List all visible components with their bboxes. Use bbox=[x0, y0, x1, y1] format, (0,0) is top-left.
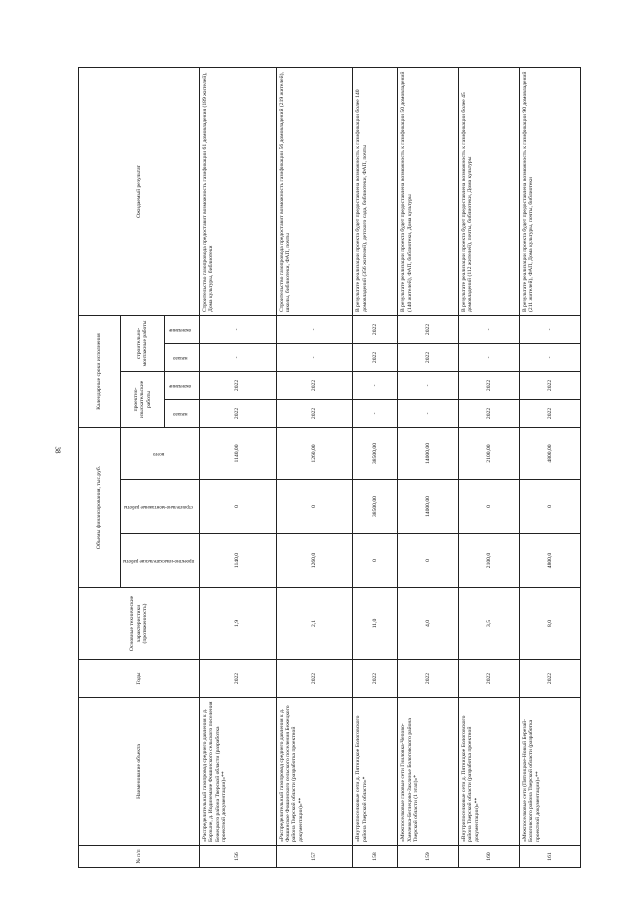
row-construction: 38500,00 bbox=[353, 480, 398, 534]
table-row bbox=[459, 67, 520, 867]
row-years: 2022 bbox=[353, 660, 398, 698]
row-constr-start: - bbox=[199, 343, 276, 371]
row-name: «Распределительный газопровод среднего давления к д. Фошинское Фошинского сельского поселения Бежецкого района Тверской области (разработка проектной документации)»** bbox=[276, 698, 353, 846]
row-total: 2100,00 bbox=[459, 427, 520, 479]
header-name: Наименование объекта bbox=[79, 698, 200, 846]
row-constr-end: - bbox=[519, 315, 580, 343]
row-design-start: - bbox=[398, 399, 459, 427]
header-constr-start bbox=[164, 343, 199, 371]
row-constr-end: - bbox=[199, 315, 276, 343]
row-length: 4,0 bbox=[398, 588, 459, 660]
row-construction: 0 bbox=[276, 480, 353, 534]
header-funding-construction-text: строительно-монтажные работы bbox=[124, 504, 194, 510]
header-funding-design bbox=[121, 534, 200, 588]
table-row bbox=[276, 67, 353, 867]
row-design: 0 bbox=[398, 534, 459, 588]
header-result: Ожидаемый результат bbox=[79, 67, 200, 315]
header-funding-design-text: проектно-изыскательские работы bbox=[123, 558, 195, 564]
rotated-table-wrapper bbox=[78, 68, 574, 868]
row-result: Строительство газопровода предоставит возможность газификации 61 домовладения (189 жителей), Дома культуры, библиотеки bbox=[199, 67, 276, 315]
row-design-end: - bbox=[398, 371, 459, 399]
row-constr-start: - bbox=[459, 343, 520, 371]
row-total: 4800,00 bbox=[519, 427, 580, 479]
row-constr-end: 2022 bbox=[398, 315, 459, 343]
header-design-start bbox=[164, 399, 199, 427]
row-total: 1140,00 bbox=[199, 427, 276, 479]
page-number: 38 bbox=[53, 446, 62, 454]
header-funding-total bbox=[121, 427, 200, 479]
header-funding-total-text: всего bbox=[152, 451, 165, 457]
row-name: «Межпоселковые сети (Пятницкое-Новый Березай-Бологовского района Тверской области (разработка проектной документации)»** bbox=[519, 698, 580, 846]
header-characteristic: Основные технические характеристики (протяженность) bbox=[79, 588, 200, 660]
row-name: «Межпоселковые газовые сети Гниловка-Чепово-Хмелевка-Беглецово-Заклинье Бологовского района Тверской области (1 этап)»* bbox=[398, 698, 459, 846]
row-name: «Распределительный газопровод среднего давления к д. Борзыне, д. Иодинемане Фошинского сельского поселения Бежецкого района Тверской области (разработка проектной документации)»** bbox=[199, 698, 276, 846]
row-design-end: 2022 bbox=[459, 371, 520, 399]
table-row bbox=[398, 67, 459, 867]
row-years: 2022 bbox=[398, 660, 459, 698]
header-design-end bbox=[164, 371, 199, 399]
row-length: 8,0 bbox=[519, 588, 580, 660]
row-design-end: - bbox=[353, 371, 398, 399]
row-constr-start: 2022 bbox=[398, 343, 459, 371]
row-result: В результате реализации проекта будет предоставлена возможность к газификации более 45 домовладений (112 жителей), почты, библиотеки, Дома культуры bbox=[459, 67, 520, 315]
row-design: 1140,0 bbox=[199, 534, 276, 588]
row-num: 156 bbox=[199, 846, 276, 868]
row-num: 157 bbox=[276, 846, 353, 868]
row-constr-start: 2022 bbox=[353, 343, 398, 371]
row-total: 1260,00 bbox=[276, 427, 353, 479]
row-design-start: 2022 bbox=[519, 399, 580, 427]
row-design-start: 2022 bbox=[199, 399, 276, 427]
table-row bbox=[199, 67, 276, 867]
row-constr-end: - bbox=[459, 315, 520, 343]
row-design-start: - bbox=[353, 399, 398, 427]
row-design-end: 2022 bbox=[519, 371, 580, 399]
header-schedule-construction: строительно-монтажные работы bbox=[121, 315, 165, 371]
header-schedule-design: проектно-изыскательские работы bbox=[121, 371, 165, 427]
row-design-end: 2022 bbox=[276, 371, 353, 399]
row-length: 1,9 bbox=[199, 588, 276, 660]
row-design: 4800,0 bbox=[519, 534, 580, 588]
row-result: В результате реализации проекта будет предоставлена возможность к газификации более 140 домовладений (356 жителей), детского сада, библиотеки, ФАП, почты bbox=[353, 67, 398, 315]
header-years: Годы bbox=[79, 660, 200, 698]
row-construction: 0 bbox=[519, 480, 580, 534]
row-constr-start: - bbox=[276, 343, 353, 371]
header-funding-construction bbox=[121, 480, 200, 534]
row-construction: 14000,00 bbox=[398, 480, 459, 534]
row-design-start: 2022 bbox=[459, 399, 520, 427]
row-years: 2022 bbox=[519, 660, 580, 698]
row-result: В результате реализации проекта будет предоставлена возможность к газификации 90 домовладений (211 жителей), ФАП, Дома культуры, почты, библиотеки bbox=[519, 67, 580, 315]
row-num: 160 bbox=[459, 846, 520, 868]
row-name: «Внутрипоселковые сети д. Пятницкое Бологовского района Тверской области»* bbox=[353, 698, 398, 846]
table-row bbox=[519, 67, 580, 867]
row-num: 161 bbox=[519, 846, 580, 868]
row-name: «Внутрипоселковые сети д. Пятницкое Бологовского района Тверской области (разработка проектной документации)»** bbox=[459, 698, 520, 846]
row-length: 2,1 bbox=[276, 588, 353, 660]
row-years: 2022 bbox=[199, 660, 276, 698]
row-total: 38500,00 bbox=[353, 427, 398, 479]
row-construction: 0 bbox=[459, 480, 520, 534]
row-design-end: 2022 bbox=[199, 371, 276, 399]
project-table bbox=[78, 67, 581, 868]
row-constr-end: - bbox=[276, 315, 353, 343]
row-constr-end: 2022 bbox=[353, 315, 398, 343]
row-construction: 0 bbox=[199, 480, 276, 534]
row-result: В результате реализации проекта будет предоставлена возможность к газификации 50 домовладений (140 жителей), ФАП, библиотеки, Дома культуры bbox=[398, 67, 459, 315]
document-frame bbox=[78, 68, 574, 868]
header-constr-start-text: начало bbox=[173, 355, 188, 361]
table-row bbox=[353, 67, 398, 867]
row-length: 3,5 bbox=[459, 588, 520, 660]
row-design-start: 2022 bbox=[276, 399, 353, 427]
row-years: 2022 bbox=[459, 660, 520, 698]
header-funding-group: Объемы финансирования, тыс.руб. bbox=[79, 427, 121, 587]
header-constr-end bbox=[164, 315, 199, 343]
header-schedule-group: Календарные сроки исполнения bbox=[79, 315, 121, 427]
row-years: 2022 bbox=[276, 660, 353, 698]
row-num: 159 bbox=[398, 846, 459, 868]
row-design: 2100,0 bbox=[459, 534, 520, 588]
header-num: № п/п bbox=[79, 846, 200, 868]
row-design: 1260,0 bbox=[276, 534, 353, 588]
header-constr-end-text: окончание bbox=[169, 327, 192, 333]
row-length: 11,0 bbox=[353, 588, 398, 660]
row-num: 158 bbox=[353, 846, 398, 868]
row-result: Строительство газопровода предоставит возможность газификации 56 домовладений (219 жителей), школы, библиотеки, ФАП, почты bbox=[276, 67, 353, 315]
row-total: 14000,00 bbox=[398, 427, 459, 479]
header-design-start-text: начало bbox=[173, 411, 188, 417]
row-design: 0 bbox=[353, 534, 398, 588]
row-constr-start: - bbox=[519, 343, 580, 371]
header-design-end-text: окончание bbox=[169, 383, 192, 389]
